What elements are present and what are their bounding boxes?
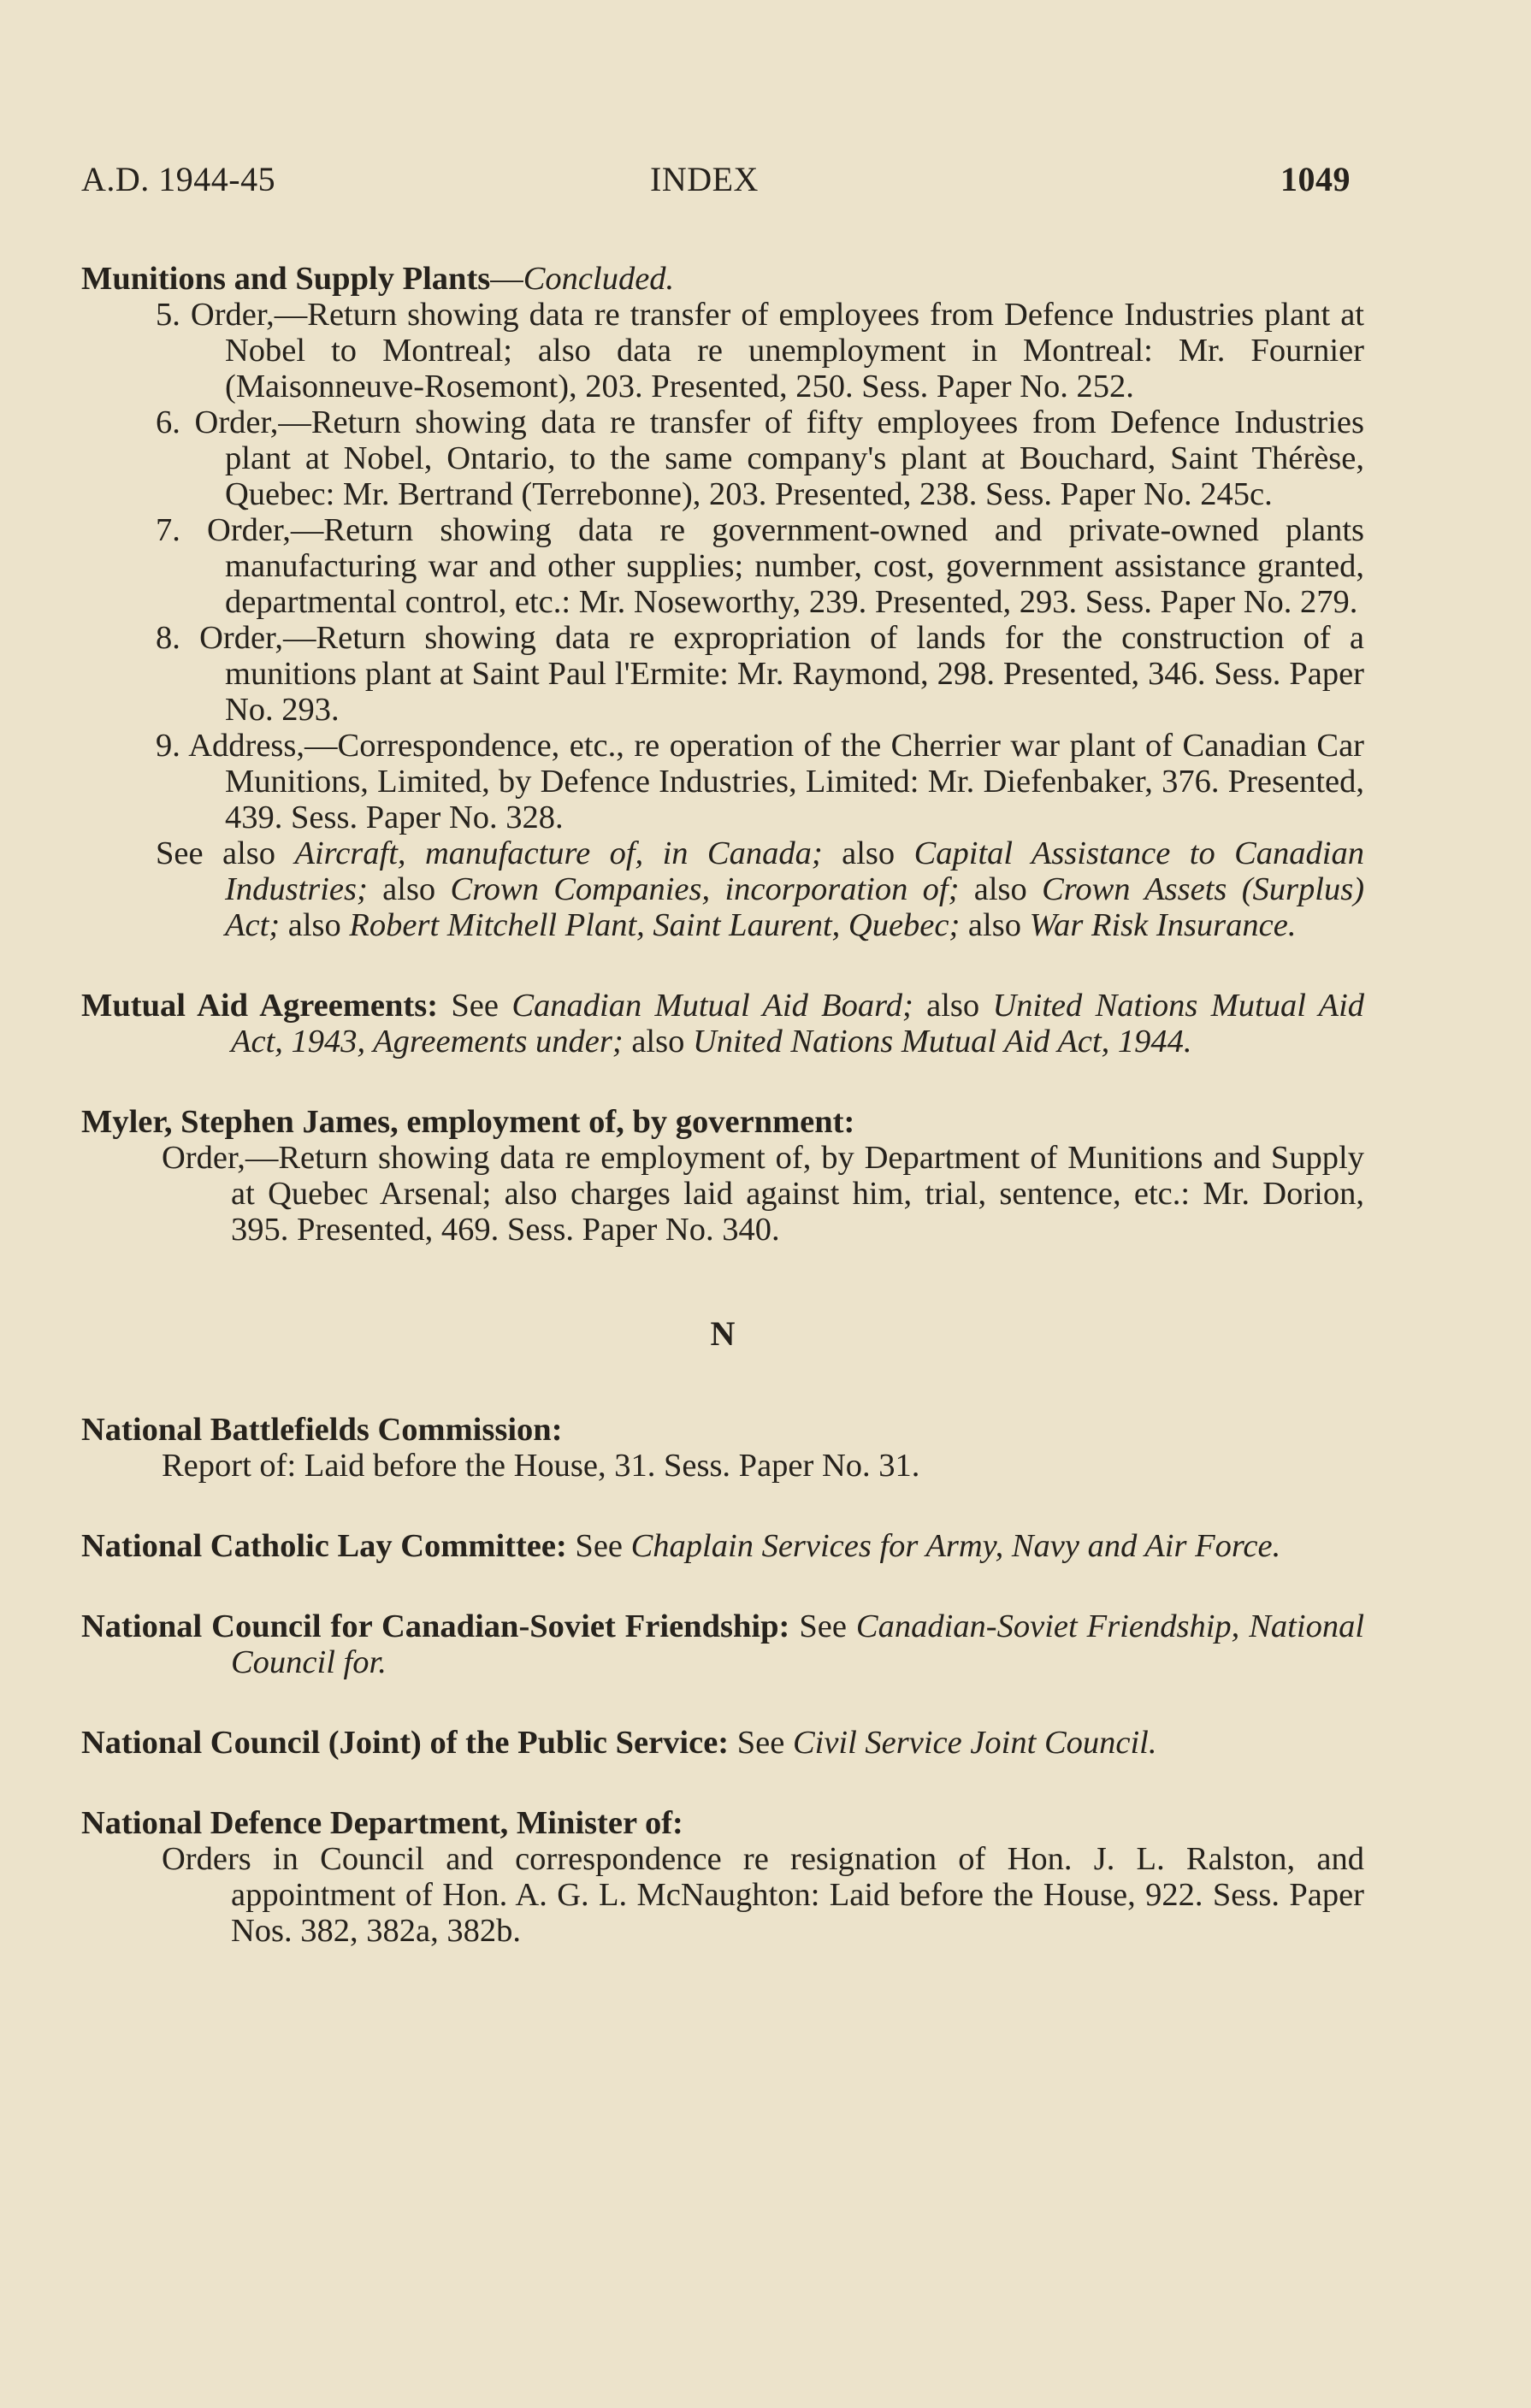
item-text: Address,—Correspondence, etc., re operation of the Cherrier war plant of Canadian Car Munitions, Limited, by Defence Industries, Limited: Mr. Diefenbaker, 376. Presented, 439. Sess. Paper No. 328. (188, 728, 1364, 835)
item-text: Order,—Return showing data re transfer of employees from Defence Industries plant at Nobel to Montreal; also data re unemployment in Montreal: Mr. Fournier (Maisonneuve-Rosemont), 203. Presented, 250. Sess. Paper No. 252. (190, 297, 1364, 404)
item-text: Report of: Laid before the House, 31. Sess. Paper No. 31. (162, 1448, 920, 1484)
see-ref: Canadian-Soviet Friendship, National Council for. (231, 1608, 1365, 1680)
item-number: 9. (156, 728, 180, 764)
see-ref: Crown Companies, incorporation of; (450, 871, 960, 907)
entry-canadian-soviet (81, 1608, 1364, 1680)
munitions-item-9 (81, 728, 1364, 835)
see-ref: Civil Service Joint Council. (792, 1725, 1157, 1761)
item-number: 8. (156, 620, 180, 656)
see-word: See (799, 1608, 847, 1644)
entry-battlefields-heading (81, 1412, 1364, 1448)
entry-heading: National Council for Canadian-Soviet Friendship: (81, 1608, 790, 1644)
see-word: See (451, 988, 499, 1024)
item-number: 6. (156, 404, 180, 440)
item-text: Order,—Return showing data re expropriation of lands for the construction of a munitions plant at Saint Paul l'Ermite: Mr. Raymond, 298. Presented, 346. Sess. Paper No. 293. (199, 620, 1364, 728)
defence-orders (81, 1841, 1364, 1949)
see-ref: Capital Assistance to Canadian Industries; (225, 835, 1364, 907)
also-word: also (631, 1024, 685, 1059)
entry-defence-heading (81, 1805, 1364, 1841)
entry-heading: Myler, Stephen James, employment of, by government: (81, 1104, 855, 1140)
entry-heading: Munitions and Supply Plants (81, 261, 491, 297)
battlefields-report (81, 1448, 1364, 1484)
item-text: Order,—Return showing data re transfer of fifty employees from Defence Industries plant at Nobel, Ontario, to the same company's plant at Bouchard, Saint Thérèse, Quebec: Mr. Bertrand (Terrebonne), 203. Presented, 238. Sess. Paper No. 245c. (194, 404, 1364, 512)
munitions-item-5 (81, 297, 1364, 404)
section-letter: N (710, 1314, 736, 1353)
munitions-item-6 (81, 404, 1364, 512)
header-date-range: A.D. 1944-45 (81, 160, 276, 198)
also-word: also (382, 871, 436, 907)
also-word: also (926, 988, 980, 1024)
entry-munitions-heading (81, 261, 1364, 297)
see-ref: War Risk Insurance. (1029, 907, 1297, 943)
also-word: also (967, 907, 1021, 943)
concluded-label: Concluded. (523, 261, 675, 297)
header-title: INDEX (650, 160, 759, 198)
entry-heading: National Catholic Lay Committee: (81, 1528, 567, 1564)
munitions-item-7 (81, 512, 1364, 620)
see-word: See (736, 1725, 785, 1761)
see-ref: Chaplain Services for Army, Navy and Air Force. (630, 1528, 1281, 1564)
entry-heading: National Battlefields Commission: (81, 1412, 563, 1448)
entry-heading: National Council (Joint) of the Public Service: (81, 1725, 730, 1761)
see-also-prefix: See also (156, 835, 276, 871)
see-ref: United Nations Mutual Aid Act, 1944. (692, 1024, 1192, 1059)
header-page-number: 1049 (1280, 160, 1351, 198)
see-ref: Canadian Mutual Aid Board; (511, 988, 913, 1024)
index-body (81, 261, 1364, 1949)
also-word: also (287, 907, 341, 943)
see-ref: United Nations Mutual Aid Act, 1943, Agreements under; (231, 988, 1365, 1059)
munitions-item-8 (81, 620, 1364, 728)
heading-dash: — (490, 261, 523, 297)
myler-order (81, 1140, 1364, 1248)
entry-heading: National Defence Department, Minister of: (81, 1805, 683, 1841)
entry-heading: Mutual Aid Agreements: (81, 988, 439, 1024)
entry-catholic-lay (81, 1528, 1364, 1564)
entry-public-service (81, 1725, 1364, 1761)
item-number: 5. (156, 297, 180, 333)
see-ref: Crown Assets (Surplus) Act; (225, 871, 1365, 943)
entry-myler-heading (81, 1104, 1364, 1140)
also-word: also (842, 835, 896, 871)
item-number: 7. (156, 512, 180, 548)
munitions-see-also (81, 835, 1364, 943)
see-ref: Aircraft, manufacture of, in Canada; (294, 835, 823, 871)
item-text: Orders in Council and correspondence re resignation of Hon. J. L. Ralston, and appointment of Hon. A. G. L. McNaughton: Laid before the House, 922. Sess. Paper Nos. 382, 382a, 382b. (162, 1841, 1364, 1949)
item-text: Order,—Return showing data re government-owned and private-owned plants manufacturing war and other supplies; number, cost, government assistance granted, departmental control, etc.: Mr. Noseworthy, 239. Presented, 293. Sess. Paper No. 279. (207, 512, 1364, 620)
item-text: Order,—Return showing data re employment of, by Department of Munitions and Supply at Quebec Arsenal; also charges laid against him, trial, sentence, etc.: Mr. Dorion, 395. Presented, 469. Sess. Paper No. 340. (162, 1140, 1364, 1248)
entry-mutual-aid (81, 988, 1364, 1059)
see-word: See (575, 1528, 623, 1564)
also-word: also (973, 871, 1027, 907)
see-ref: Robert Mitchell Plant, Saint Laurent, Quebec; (349, 907, 961, 943)
